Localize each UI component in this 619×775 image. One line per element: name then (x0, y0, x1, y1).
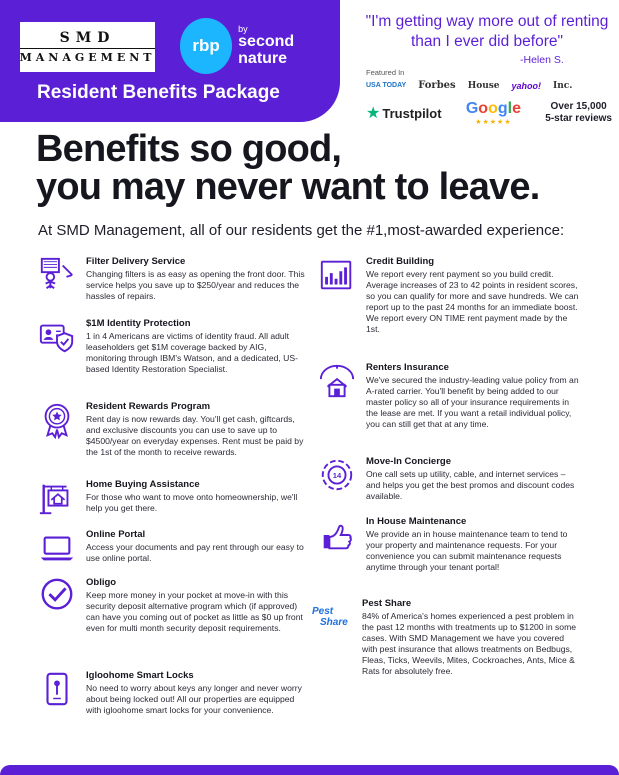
benefit-title: $1M Identity Protection (86, 318, 191, 329)
benefit-description: We report every rent payment so you build credit. Average increases of 23 to 42 points in resident scores, so you can qualify for more and save hundreds. We can report up to the past 24 months for an immediate boost. We report every ON TIME rent payment made by the 1st. (366, 269, 579, 334)
benefit-filter-delivery (38, 256, 308, 302)
press-forbes: Forbes (418, 80, 456, 91)
filter-delivery-icon (38, 256, 76, 294)
credit-building-icon (318, 256, 356, 294)
review-badges (366, 100, 612, 126)
move-in-concierge-icon (318, 456, 356, 494)
rbp-logo (180, 18, 340, 74)
benefit-title: Home Buying Assistance (86, 479, 200, 490)
google-letter: o (478, 100, 489, 117)
benefit-description: We've secured the industry-leading value policy from an A-rated carrier. You'll benefit by being added to our master policy so all of your insurance requirements in the lease are met. If you want a retail individual policy, you can still get that at any time. (366, 375, 579, 429)
benefit-description: For those who want to move onto homeownership, we'll help you get there. (86, 492, 298, 513)
intro-text: At SMD Management, all of our residents get the #1,most-awarded experience: (38, 222, 565, 239)
google-stars: ★★★★★ (475, 119, 512, 126)
laptop-icon (38, 529, 76, 567)
benefit-description: No need to worry about keys any longer and never worry about being locked out! All our properties are equipped with igloohome smart locks for your convenience. (86, 683, 302, 715)
featured-in-label: Featured In (366, 68, 405, 77)
benefit-resident-rewards (38, 401, 308, 458)
benefit-title: Renters Insurance (366, 362, 449, 373)
checkmark-circle-icon (38, 577, 76, 615)
benefit-move-in-concierge (318, 456, 582, 502)
benefit-pest-share (312, 598, 578, 677)
benefit-renters-insurance (318, 362, 582, 430)
pest-share-logo-line1: Pest (312, 606, 334, 617)
testimonial-quote: "I'm getting way more out of renting than I ever did before" (365, 13, 609, 50)
rbp-circle: rbp (180, 18, 232, 74)
benefit-title: Obligo (86, 577, 117, 588)
rewards-badge-icon (38, 401, 76, 439)
benefit-title: Filter Delivery Service (86, 256, 186, 267)
google-letter: G (465, 100, 479, 117)
trustpilot-text: Trustpilot (382, 105, 442, 121)
benefit-description: 84% of America's homes experienced a pest problem in the past 12 months with treatments up to $1200 in some cases. With SMD Management we have you covered with pest insurance that allows treatments on Bedbugs, Fleas, Ticks, Weevils, Mites, Cockroaches, Ants, Mice & Rats for absolutely free. (362, 611, 577, 676)
maintenance-hand-icon (318, 516, 356, 554)
benefit-description: We provide an in house maintenance team to tend to your property and maintenance requests. For your convenience you can submit maintenance requests anytime through your tenant portal! (366, 529, 568, 572)
home-buying-icon (38, 479, 76, 517)
benefit-description: Access your documents and pay rent through our easy to use online portal. (86, 542, 304, 563)
press-inc: Inc. (553, 80, 573, 91)
pest-share-logo-icon (312, 598, 352, 636)
renters-insurance-icon (318, 362, 356, 400)
headline-line1: Benefits so good, (36, 128, 342, 170)
header-title: Resident Benefits Package (37, 82, 280, 103)
benefit-title: In House Maintenance (366, 516, 467, 527)
benefit-home-buying (38, 479, 308, 517)
press-logos (366, 80, 572, 91)
press-yahoo: yahoo! (511, 80, 542, 91)
benefit-title: Credit Building (366, 256, 435, 267)
second-nature-text: second nature (238, 32, 295, 67)
rbp-by-second-nature (238, 25, 340, 68)
google-logo (466, 100, 521, 118)
google-letter: o (488, 100, 498, 117)
smart-lock-icon (38, 670, 76, 708)
press-usa-today: USA TODAY (366, 82, 407, 89)
bottom-bar (0, 765, 619, 775)
pest-share-logo-line2: Share (320, 617, 348, 628)
google-letter: e (512, 100, 521, 117)
trustpilot-badge (366, 103, 442, 123)
google-letter: g (497, 100, 508, 117)
benefit-igloohome-locks (38, 670, 308, 716)
benefit-credit-building (318, 256, 582, 335)
benefit-obligo (38, 577, 308, 634)
benefit-online-portal (38, 529, 308, 567)
reviews-line2: 5-star reviews (545, 113, 612, 124)
testimonial-author: -Helen S. (520, 54, 564, 66)
smd-logo-line2: MANAGEMENT (20, 48, 156, 64)
headline-line2: you may never want to leave. (36, 166, 540, 208)
benefit-identity-protection (38, 318, 308, 375)
google-badge (466, 100, 521, 126)
press-house: House (467, 80, 500, 91)
benefit-description: Changing filters is as easy as opening the front door. This service helps you save up to $250/year and reduces the hassles of repairs. (86, 269, 305, 301)
benefit-title: Igloohome Smart Locks (86, 670, 194, 681)
benefit-title: Move-In Concierge (366, 456, 451, 467)
page-headline (36, 130, 539, 206)
header-banner (0, 0, 340, 122)
smd-logo-line1: SMD (59, 30, 116, 46)
reviews-count (545, 101, 612, 125)
smd-management-logo (20, 22, 155, 72)
benefit-title: Resident Rewards Program (86, 401, 211, 412)
svg-text:14: 14 (332, 470, 342, 480)
reviews-line1: Over 15,000 (550, 101, 607, 112)
rbp-by-text: by (238, 23, 248, 34)
benefit-description: One call sets up utility, cable, and internet services – and helps you get the best promos and discount codes available. (366, 469, 575, 501)
benefit-description: Keep more money in your pocket at move-in with this security deposit alternative program which (if approved) can have you coming out of pocket as little as $0 up front even for multi month security deposit requirements. (86, 590, 303, 633)
benefit-title: Online Portal (86, 529, 146, 540)
identity-protection-icon (38, 318, 76, 356)
trustpilot-star-icon: ★ (366, 105, 381, 122)
google-letter: l (507, 100, 513, 117)
benefit-in-house-maintenance (318, 516, 582, 573)
benefit-title: Pest Share (362, 598, 412, 609)
benefit-description: 1 in 4 Americans are victims of identity fraud. All adult leaseholders get $1M coverage backed by AIG, monitoring through IBM's Watson, and a dedicated, US-based Identity Restoration Specialist. (86, 331, 298, 374)
benefit-description: Rent day is now rewards day. You'll get cash, giftcards, and exclusive discounts you can use to save up to $4500/year on everyday expenses. Rent must be paid by the 1st of the month to receive rewards. (86, 414, 304, 457)
